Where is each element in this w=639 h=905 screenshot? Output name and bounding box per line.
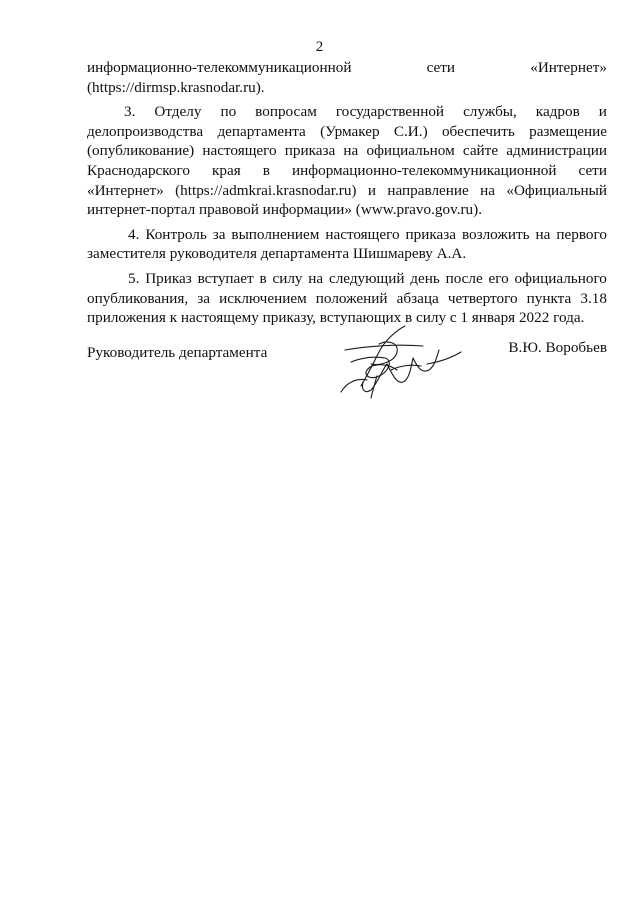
word: на — [343, 142, 359, 160]
word: настоящего — [202, 142, 277, 160]
word: департамента — [217, 122, 306, 140]
word: обеспечить — [441, 122, 515, 140]
word: кадров — [535, 103, 580, 121]
text-line — [87, 141, 607, 161]
text-line — [87, 161, 607, 181]
word: исключением — [219, 289, 307, 307]
word: администрации — [506, 142, 607, 160]
paragraph-item-5 — [87, 269, 607, 328]
word: сети — [426, 59, 456, 76]
word: в — [262, 161, 270, 179]
word: С.И.) — [393, 122, 428, 140]
text-line — [87, 181, 607, 201]
word: абзаца — [396, 289, 439, 307]
word: службы, — [463, 103, 517, 121]
word: его — [488, 269, 509, 287]
paragraph-item-3 — [87, 102, 607, 220]
page-number: 2 — [315, 39, 324, 55]
word: Контроль — [145, 225, 207, 243]
word: официального — [514, 269, 607, 287]
word: за — [212, 225, 226, 243]
word: и — [367, 181, 376, 199]
word: на — [480, 181, 496, 199]
word: возложить — [461, 225, 530, 243]
word: и — [598, 103, 607, 121]
text-line: заместителя руководителя департамента Шишмареву А.А. — [87, 245, 467, 263]
text-line — [87, 269, 607, 289]
word: выполнением — [231, 225, 320, 243]
word: размещение — [529, 122, 607, 140]
word: направление — [387, 181, 469, 199]
word: (Урмакер — [320, 122, 380, 140]
signatory-role: Руководитель департамента — [87, 344, 268, 361]
text-line — [87, 58, 607, 78]
word: вступает — [197, 269, 254, 287]
word: вопросам — [255, 103, 317, 121]
word: «Официальный — [506, 181, 607, 199]
word: сети — [578, 161, 607, 179]
word: (https://admkrai.krasnodar.ru) — [175, 181, 357, 199]
word: на — [308, 269, 324, 287]
signatory-name: В.Ю. Воробьев — [508, 339, 607, 356]
word: в — [259, 269, 267, 287]
continuation-paragraph — [87, 58, 607, 97]
word: положений — [315, 289, 388, 307]
word: четвертого — [447, 289, 518, 307]
word: края — [212, 161, 241, 179]
word: Приказ — [145, 269, 192, 287]
word: день — [410, 269, 440, 287]
word: следующий — [328, 269, 405, 287]
word: силу — [272, 269, 303, 287]
text-line: интернет-портал правовой информации» (www.pravo.gov.ru). — [87, 201, 483, 219]
word: на — [535, 225, 551, 243]
word: за — [197, 289, 210, 307]
word: информационно-телекоммуникационной — [87, 59, 352, 76]
word: первого — [556, 225, 607, 243]
word: (опубликование) — [87, 142, 195, 160]
word: пункта — [526, 289, 572, 307]
word: государственной — [335, 103, 445, 121]
document-body — [87, 58, 607, 328]
word: 3. — [124, 103, 136, 121]
word: приказа — [284, 142, 336, 160]
word: 4. — [128, 225, 140, 243]
word: по — [220, 103, 237, 121]
text-line — [87, 102, 607, 122]
text-line: приложения к настоящему приказу, вступающих в силу с 1 января 2022 года. — [87, 309, 585, 327]
word: настоящего — [325, 225, 400, 243]
text-line — [87, 225, 607, 245]
word: приказа — [405, 225, 456, 243]
word: после — [445, 269, 483, 287]
word: Отделу — [154, 103, 202, 121]
word: Краснодарского — [87, 161, 190, 179]
word: сайте — [462, 142, 499, 160]
word: «Интернет» — [530, 59, 607, 76]
word: опубликования, — [87, 289, 189, 307]
text-line — [87, 122, 607, 142]
word: информационно-телекоммуникационной — [292, 161, 557, 179]
text-line — [87, 289, 607, 309]
word: 3.18 — [580, 289, 607, 307]
word: делопроизводства — [87, 122, 204, 140]
signature-block — [87, 336, 607, 406]
paragraph-item-4 — [87, 225, 607, 264]
text-line: (https://dirmsp.krasnodar.ru). — [87, 78, 265, 96]
word: официальном — [366, 142, 455, 160]
handwritten-signature — [327, 320, 477, 402]
word: 5. — [128, 269, 140, 287]
word: «Интернет» — [87, 181, 164, 199]
